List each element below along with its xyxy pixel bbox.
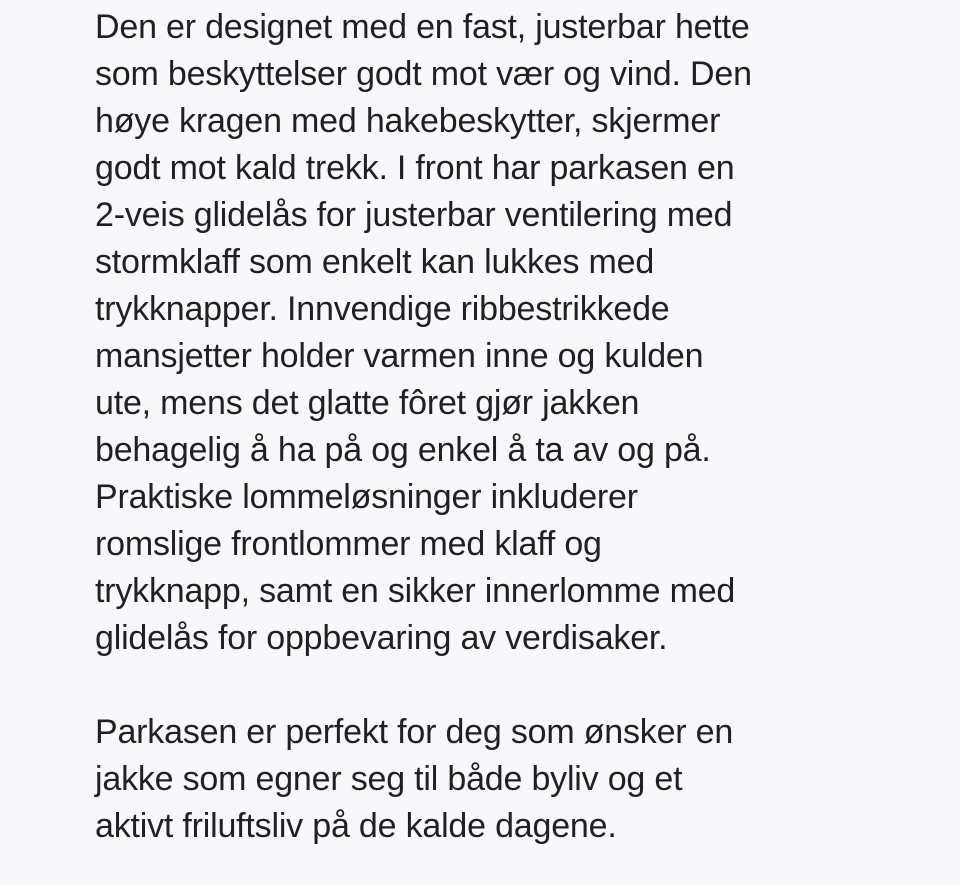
description-paragraph-summary: Parkasen er perfekt for deg som ønsker en jakke som egner seg til både byliv og et aktivt friluftsliv på de kalde dagene. (95, 713, 734, 845)
description-paragraph-features: Den er designet med en fast, justerbar hette som beskyttelser godt mot vær og vind. Den høye kragen med hakebeskytter, skjermer godt mot kald trekk. I front har parkasen en 2-veis glidelås for justerbar ventilering med stormklaff som enkelt kan lukkes med trykknapper. Innvendige ribbestrikkede mansjetter holder varmen inne og kulden ute, mens det glatte fôret gjør jakken behagelig å ha på og enkel å ta av og på. Praktiske lommeløsninger inkluderer romslige frontlommer med klaff og trykknapp, samt en sikker innerlomme med glidelås for oppbevaring av verdisaker. (95, 8, 752, 657)
product-description (95, 4, 885, 850)
